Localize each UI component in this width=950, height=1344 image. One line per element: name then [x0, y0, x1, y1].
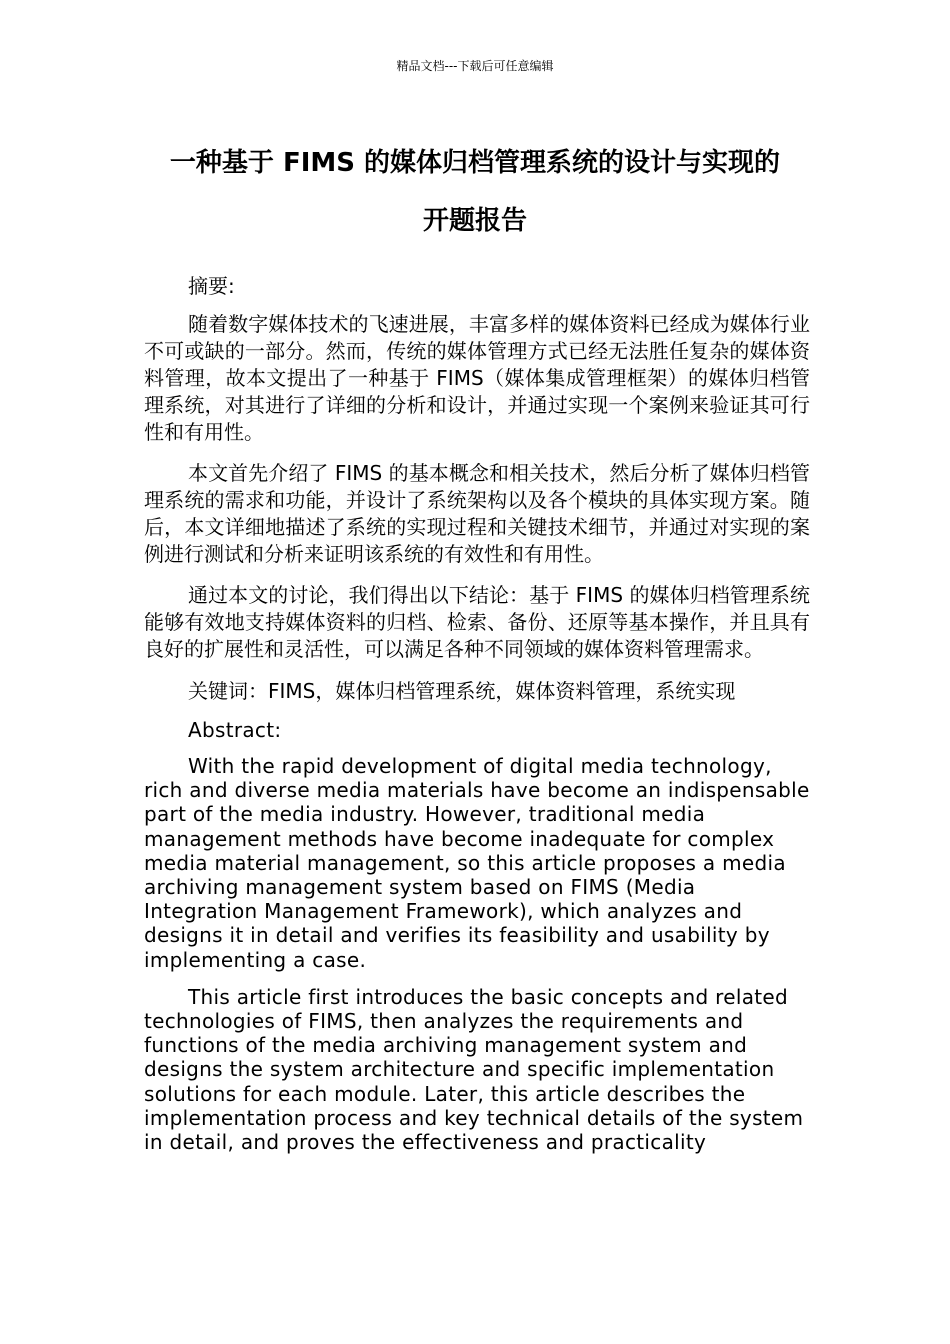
abstract-zh-paragraph: 通过本文的讨论，我们得出以下结论：基于 FIMS 的媒体归档管理系统能够有效地支持媒体资料的归档、检索、备份、还原等基本操作，并且具有良好的扩展性和灵活性，可以满足各种不同领域的媒体资料管理需求。 — [144, 583, 810, 661]
document-body — [144, 272, 810, 1154]
abstract-zh-paragraph: 随着数字媒体技术的飞速进展，丰富多样的媒体资料已经成为媒体行业不可或缺的一部分。然而，传统的媒体管理方式已经无法胜任复杂的媒体资料管理，故本文提出了一种基于 FIMS（媒体集成管理框架）的媒体归档管理系统，对其进行了详细的分析和设计，并通过实现一个案例来验证其可行性和有用性。 — [144, 312, 810, 444]
abstract-zh-label: 摘要: — [188, 274, 235, 298]
keywords-zh: 关键词：FIMS，媒体归档管理系统，媒体资料管理，系统实现 — [188, 679, 736, 703]
abstract-zh-paragraph: 本文首先介绍了 FIMS 的基本概念和相关技术，然后分析了媒体归档管理系统的需求和功能，并设计了系统架构以及各个模块的具体实现方案。随后，本文详细地描述了系统的实现过程和关键技术细节，并通过对实现的案例进行测试和分析来证明该系统的有效性和有用性。 — [144, 461, 810, 566]
abstract-en-paragraph: This article first introduces the basic concepts and related technologies of FIMS, then analyzes the requirements and functions of the media archiving management system and designs the system architecture and specific implementation solutions for each module. Later, this article describes the implementation process and key technical details of the system in detail, and proves the effectiveness and practicality — [144, 984, 804, 1155]
title-line-1: 一种基于 FIMS 的媒体归档管理系统的设计与实现的 — [169, 148, 781, 178]
abstract-en-label: Abstract: — [188, 718, 282, 742]
document-title — [100, 134, 850, 250]
header-note: 精品文档---下载后可任意编辑 — [396, 59, 554, 73]
title-line-2: 开题报告 — [422, 206, 527, 236]
abstract-en-paragraph: With the rapid development of digital media technology, rich and diverse media materials have become an indispensable part of the media industry. However, traditional media management methods have become inadequate for complex media material management, so this article proposes a media archiving management system based on FIMS (Media Integration Management Framework), which analyzes and designs it in detail and verifies its feasibility and usability by implementing a case. — [144, 754, 810, 972]
